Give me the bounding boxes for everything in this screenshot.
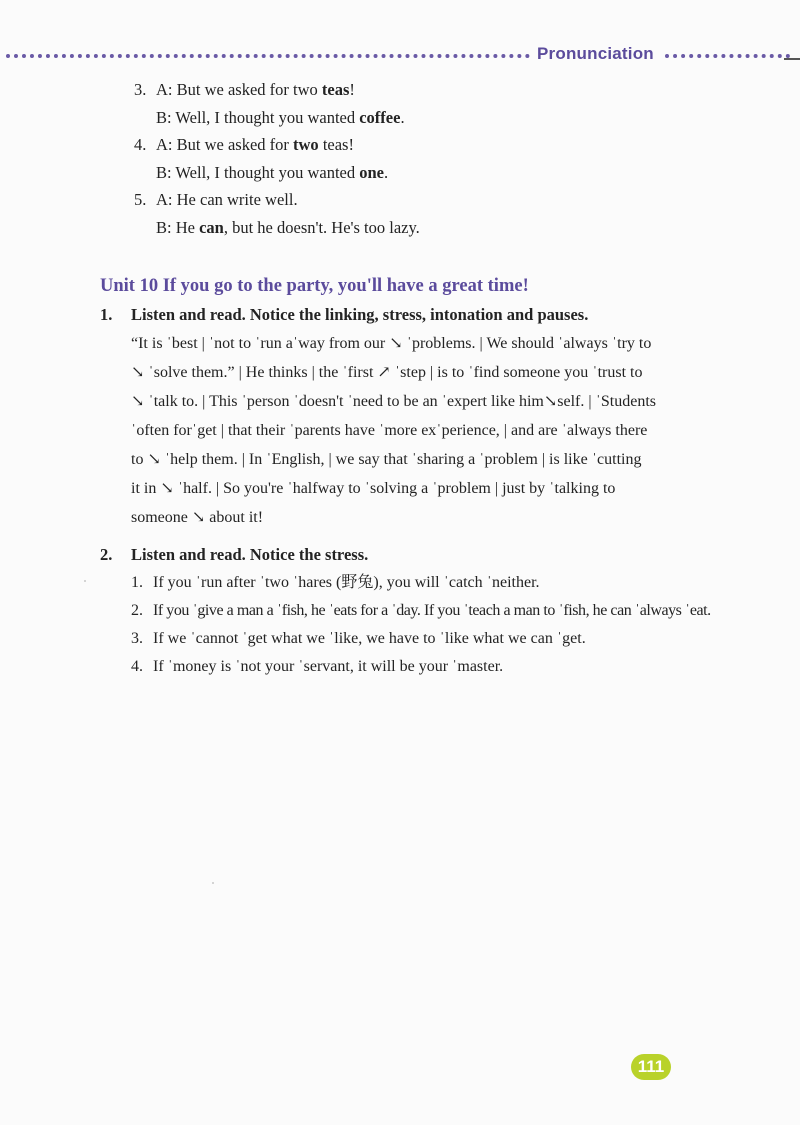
stressed-word: can	[199, 218, 224, 237]
question-number: 2.	[100, 545, 113, 564]
dialogue-text: .	[383, 163, 389, 182]
stressed-word: two	[293, 135, 319, 154]
dialogue-number: 5.	[134, 190, 147, 209]
item-text: If we ˈcannot ˈget what we ˈlike, we have to ˈlike what we can ˈget.	[153, 630, 586, 647]
list-item	[131, 625, 711, 653]
question-1-title	[100, 305, 588, 325]
item-text: If ˈmoney is ˈnot your ˈservant, it will be your ˈmaster.	[153, 658, 504, 675]
dialogue-text: .	[400, 108, 405, 127]
header-dots-right	[665, 54, 790, 58]
dialogue-text: , but he doesn't. He's too lazy.	[223, 218, 420, 237]
dialogue-text: B: Well, I thought you wanted	[156, 108, 360, 127]
item-number: 2.	[131, 602, 143, 619]
item-number: 4.	[131, 658, 143, 675]
item-number: 3.	[131, 630, 143, 647]
dialogue-3-a	[134, 80, 355, 100]
scan-speck	[212, 882, 214, 884]
passage-line: ↘ ˈtalk to. | This ˈperson ˈdoesn't ˈneed to be an ˈexpert like him↘self. | ˈStudents	[131, 393, 657, 410]
stressed-word: one	[359, 163, 384, 182]
list-item	[131, 569, 711, 597]
question-text: Listen and read. Notice the linking, stress, intonation and pauses.	[131, 305, 589, 324]
section-title: Pronunciation	[537, 44, 654, 63]
item-number: 1.	[131, 574, 143, 591]
unit-title: Unit 10 If you go to the party, you'll have a great time!	[100, 276, 529, 296]
list-item	[131, 653, 711, 681]
question-text: Listen and read. Notice the stress.	[131, 545, 369, 564]
item-text: If you ˈgive a man a ˈfish, he ˈeats for a ˈday. If you ˈteach a man to ˈfish, he can ˈalways ˈeat.	[153, 602, 711, 619]
dialogue-5-b	[156, 218, 420, 238]
passage-line: ˈoften forˈget | that their ˈparents have ˈmore exˈperience, | and are ˈalways there	[131, 422, 648, 439]
dialogue-4-b	[156, 163, 388, 183]
header-dots-left	[6, 54, 530, 58]
corner-dash	[784, 58, 800, 60]
item-text: If you ˈrun after ˈtwo ˈhares (野兔), you will ˈcatch ˈneither.	[153, 574, 540, 591]
dialogue-text: A: He can write well.	[156, 190, 298, 209]
passage-line: ↘ ˈsolve them.” | He thinks | the ˈfirst ↗ ˈstep | is to ˈfind someone you ˈtrust to	[131, 364, 643, 381]
passage-line: to ↘ ˈhelp them. | In ˈEnglish, | we say that ˈsharing a ˈproblem | is like ˈcutting	[131, 451, 642, 468]
dialogue-text: B: Well, I thought you wanted	[156, 163, 360, 182]
dialogue-text: !	[349, 80, 355, 99]
question-number: 1.	[100, 305, 113, 324]
running-header	[0, 44, 800, 66]
page-number: 111	[631, 1054, 671, 1080]
reading-passage	[131, 329, 723, 532]
dialogue-number: 3.	[134, 80, 147, 99]
dialogue-text: A: But we asked for	[156, 135, 294, 154]
dialogue-text: A: But we asked for two	[156, 80, 322, 99]
top-edge	[0, 0, 800, 6]
list-item	[131, 597, 711, 625]
stressed-word: coffee	[359, 108, 401, 127]
dialogue-4-a	[134, 135, 354, 155]
passage-line: it in ↘ ˈhalf. | So you're ˈhalfway to ˈsolving a ˈproblem | just by ˈtalking to	[131, 480, 616, 497]
question-2-title	[100, 545, 368, 565]
dialogue-3-b	[156, 108, 405, 128]
proverb-list	[131, 569, 711, 681]
passage-line: someone ↘ about it!	[131, 509, 264, 526]
stressed-word: teas	[321, 80, 350, 99]
dialogue-number: 4.	[134, 135, 147, 154]
dialogue-5-a	[134, 190, 298, 210]
passage-line: “It is ˈbest | ˈnot to ˈrun aˈway from our ↘ ˈproblems. | We should ˈalways ˈtry to	[131, 335, 652, 352]
dialogue-text: teas!	[318, 135, 354, 154]
scan-speck	[84, 580, 86, 582]
dialogue-text: B: He	[156, 218, 200, 237]
